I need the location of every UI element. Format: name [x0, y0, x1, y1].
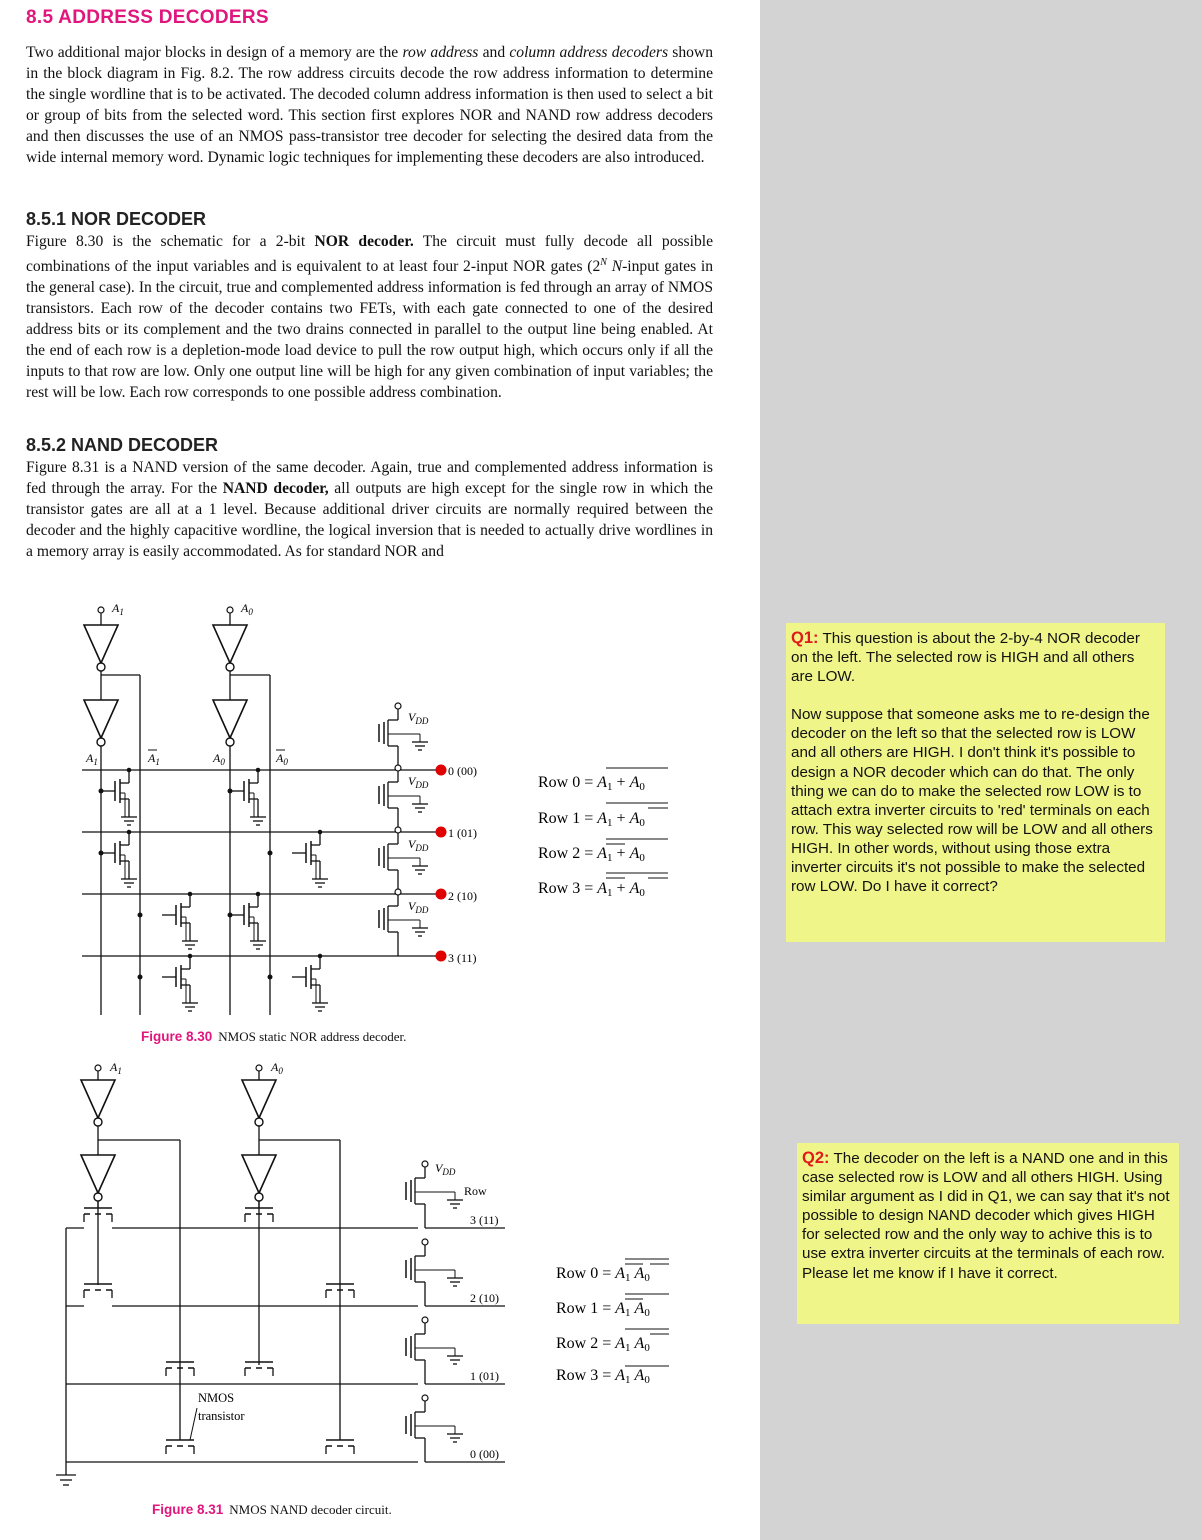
nor-decoder-schematic — [0, 590, 760, 1030]
figure-830-caption: Figure 8.30 NMOS static NOR address decoder. — [141, 1029, 407, 1044]
nand-input-a1: $A_1$ — [110, 1060, 122, 1076]
q2-label: Q2: — [802, 1149, 830, 1167]
q1-text-intro: This question is about the 2-by-4 NOR decoder on the left. The selected row is HIGH and all others are LOW. — [791, 630, 1140, 686]
nand-equation-row0: Row 0 = A1 A0 — [556, 1265, 650, 1284]
nor-output-3: 3 (11) — [448, 951, 477, 965]
nor-section-title: 8.5.1 NOR DECODER — [26, 209, 207, 229]
transistor-label: transistor — [198, 1409, 245, 1423]
nand-row-label: Row — [464, 1184, 487, 1198]
svg-text:A0: $A_0$ — [213, 751, 225, 767]
nand-equation-row2: Row 2 = A1 A0 — [556, 1335, 650, 1354]
q1-text-body: Now suppose that someone asks me to re-design the decoder on the left so that the selected row is LOW and all others are HIGH. I don't think it's possible to design a NOR decoder which can do that. The only thing we can do to make the selected row LOW is to attach extra inverter circuits to 'red' terminals on each row. This way selected row will be LOW and all others HIGH. In other words, without using those extra inverter circuits it's not possible to make the selected row LOW. Do I have it correct? — [791, 706, 1153, 896]
q1-label: Q1: — [791, 629, 819, 647]
figure-831-caption: Figure 8.31 NMOS NAND decoder circuit. — [152, 1502, 392, 1517]
nor-equation-row1: Row 1 = A1 + A0 — [538, 810, 645, 829]
nor-paragraph: Figure 8.30 is the schematic for a 2-bit NOR decoder. The circuit must fully decode all possible combinations of the input variables and is equivalent to at least four 2-input NOR gates ($2^N$ N-input gates in the general case). In the circuit, true and complemented address information is fed through an array of NMOS transistors. Each row of the decoder contains two FETs, with each gate connected to one of the desired address bits or its complement and the two drains connected in parallel to the output line being enabled. At the end of each row is a depletion-mode load device to pull the row output high, which occurs only if all the inputs to that row are low. Only one output line will be high for any given combination of input variables; the rest will be low. Each row corresponds to one possible address combination. — [26, 233, 714, 401]
nand-equation-row3: Row 3 = A1 A0 — [556, 1367, 650, 1386]
svg-text:VDD: $V_{DD}$ — [408, 774, 429, 790]
intro-paragraph: Two additional major blocks in design of a memory are the row address and column address decoders shown in the block diagram in Fig. 8.2. The row address circuits decode the row address information to determine the single wordline that is to be activated. The decoded column address information is then used to select a bit or group of bits from the selected word. This section first explores NOR and NAND row address decoders and then discusses the use of an NMOS pass-transistor tree decoder for selecting the desired data from the wide internal memory word. Dynamic logic techniques for implementing these decoders are also introduced. — [26, 44, 713, 166]
nmos-label: NMOS — [198, 1391, 235, 1405]
nand-decoder-schematic — [0, 1055, 760, 1495]
q2-note — [797, 1143, 1179, 1324]
q2-text: The decoder on the left is a NAND one and in this case selected row is LOW and all others HIGH. Using similar argument as I did in Q1, we can say that it's not possible to design NAND decoder which gives HIGH for selected row and the only way to achive this is to use extra inverter circuits at the terminals of each row. Please let me know if I have it correct. — [802, 1150, 1170, 1282]
nand-equation-row1: Row 1 = A1 A0 — [556, 1300, 650, 1319]
svg-text:VDD: $V_{DD}$ — [435, 1161, 456, 1177]
nor-output-2: 2 (10) — [448, 889, 477, 903]
svg-text:VDD: $V_{DD}$ — [408, 899, 429, 915]
nor-input-a0: $A_0$ — [241, 601, 253, 617]
nand-output-1: 1 (01) — [470, 1369, 499, 1383]
q1-note — [786, 623, 1165, 942]
nor-output-0: 0 (00) — [448, 764, 477, 778]
nor-input-a1: $A_1$ — [112, 601, 124, 617]
svg-text:A0: $A_0$ — [276, 751, 288, 767]
nor-equation-row2: Row 2 = A1 + A0 — [538, 845, 645, 864]
nand-paragraph: Figure 8.31 is a NAND version of the same decoder. Again, true and complemented address information is fed through the array. For the NAND decoder, all outputs are high except for the single row in which the transistor gates are all at a 1 level. Because additional driver circuits are normally required between the decoder and the highly capacitive wordline, the logical inversion that is needed to actually drive wordlines in a memory array is easily accommodated. As for standard NOR and — [26, 459, 713, 560]
svg-text:A1: $A_1$ — [86, 751, 98, 767]
nor-output-1: 1 (01) — [448, 826, 477, 840]
svg-text:VDD: $V_{DD}$ — [408, 837, 429, 853]
nand-input-a0: $A_0$ — [271, 1060, 283, 1076]
nand-section-title: 8.5.2 NAND DECODER — [26, 435, 219, 455]
nand-output-3: 3 (11) — [470, 1213, 499, 1227]
nand-output-0: 0 (00) — [470, 1447, 499, 1461]
section-title: 8.5 ADDRESS DECODERS — [26, 7, 269, 28]
svg-text:A1: $A_1$ — [148, 751, 160, 767]
nor-equation-row3: Row 3 = A1 + A0 — [538, 880, 645, 899]
nand-output-2: 2 (10) — [470, 1291, 499, 1305]
svg-text:VDD: $V_{DD}$ — [408, 710, 429, 726]
nor-equation-row0: Row 0 = A1 + A0 — [538, 774, 645, 793]
